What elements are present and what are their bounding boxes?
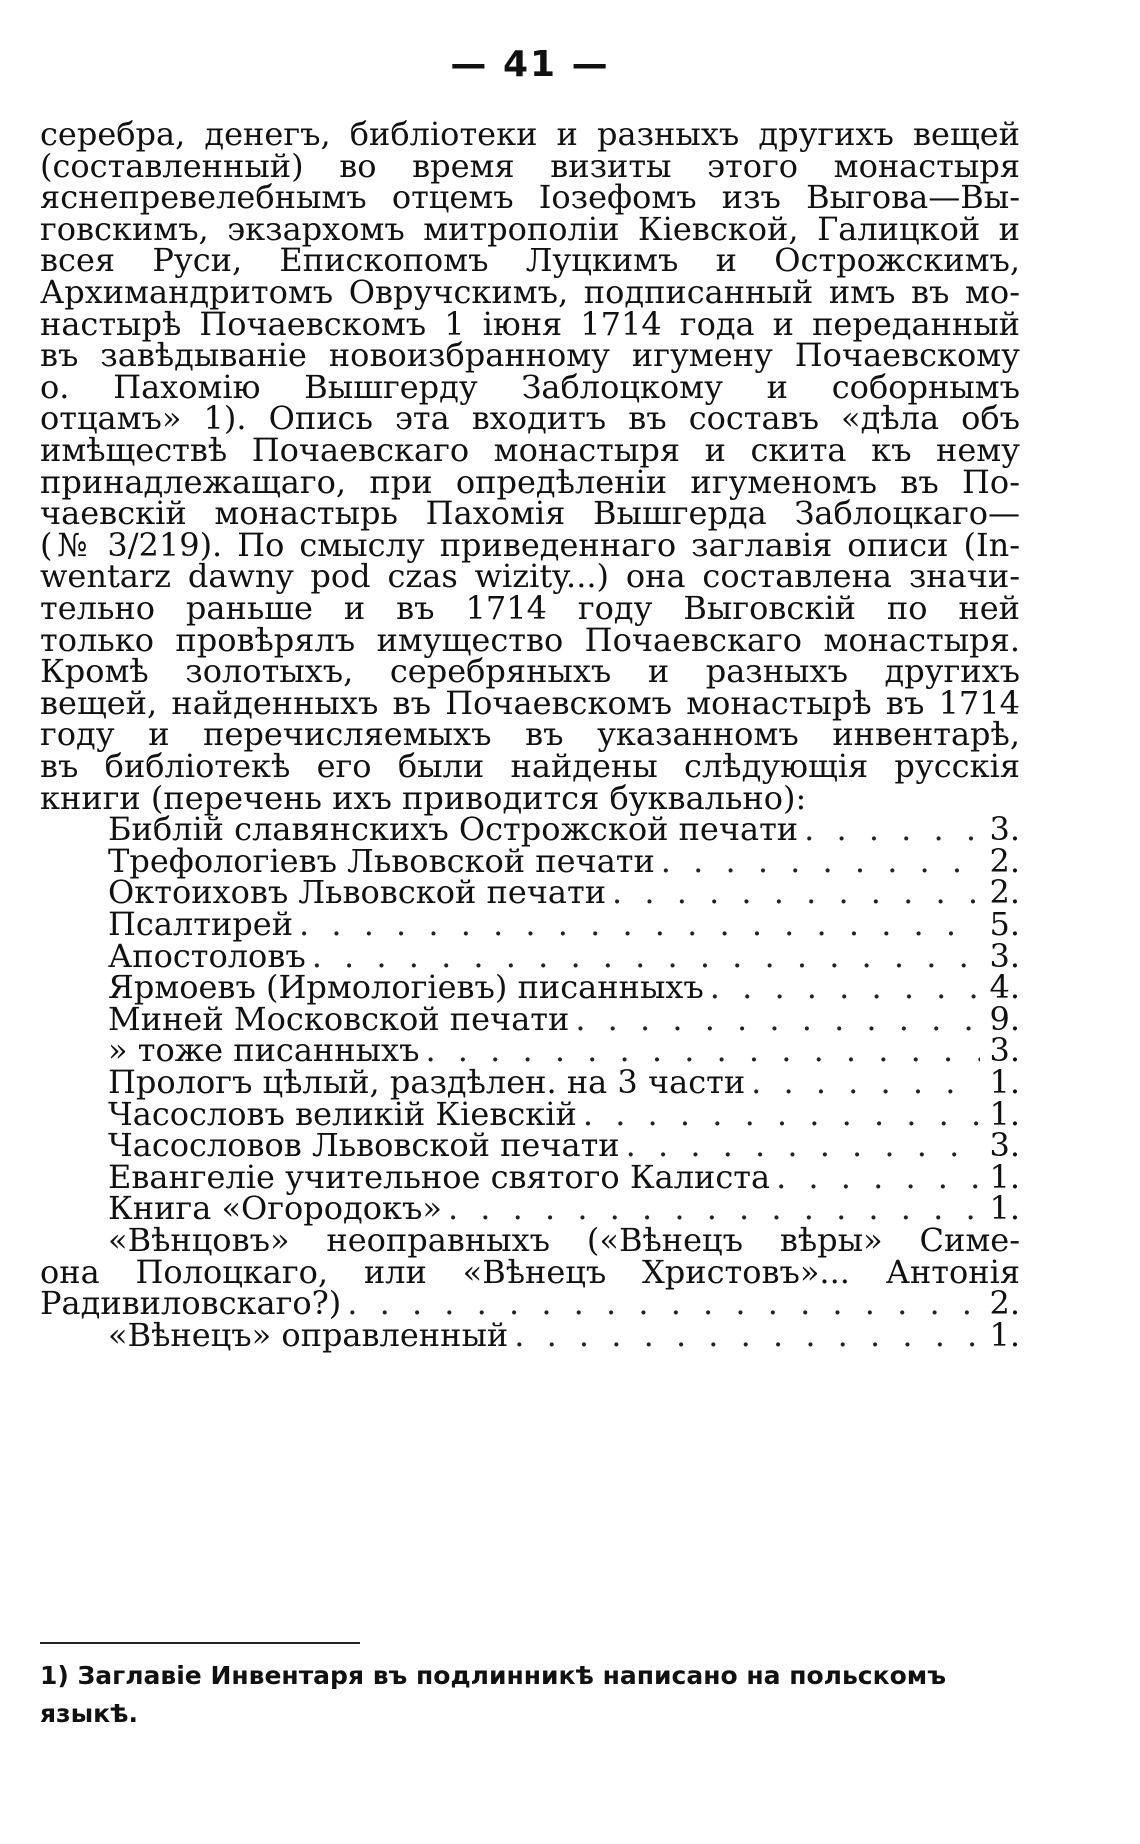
paragraph-line: отцамъ» 1). Опись эта входитъ въ составъ «дѣла объ [40,399,1020,438]
paragraph-line: чаевскій монастырь Пахомія Вышгерда Заблоцкаго— [40,494,1020,533]
paragraph-line: о. Пахомію Вышгерду Заблоцкому и соборнымъ [40,367,1020,406]
paragraph-line: имѣществѣ Почаевскаго монастыря и скита къ нему [40,431,1020,469]
paragraph-line: году и перечисляемыхъ въ указанномъ инвентарѣ, [40,715,1020,754]
book-title: Прологъ цѣлый, раздѣлен. на 3 части [108,1063,746,1101]
book-count: 4. [989,968,1020,1007]
book-title: Евангеліе учительное святого Калиста [108,1157,771,1196]
paragraph-line: въ библіотекѣ его были найдены слѣдующія русскія [40,747,1020,785]
book-title: Ярмоевъ (Ирмологіевъ) писанныхъ [108,968,704,1007]
paragraph-line: принадлежащаго, при опредѣленіи игуменомъ въ По- [40,462,1020,501]
paragraph-line: книги (перечень ихъ приводится буквально): [40,778,807,817]
paragraph-line: всея Руси, Епископомъ Луцкимъ и Острожскимъ, [40,241,1020,280]
book-count: 3. [989,1126,1020,1165]
book-title: Трефологіевъ Львовской печати [108,841,655,880]
paragraph-line: говскимъ, экзархомъ митрополіи Кіевской, Галицкой и [40,209,1020,248]
book-count: 1. [989,1189,1020,1228]
book-title: Миней Московской печати [108,999,570,1038]
book-title: Часословов Львовской печати [108,1126,620,1165]
paragraph-line: тельно раньше и въ 1714 году Выговскій по ней [40,589,1020,627]
book-title: Библій славянскихъ Острожской печати [108,810,799,849]
paragraph-line: Архимандритомъ Овручскимъ, подписанный имъ въ мо- [40,273,1020,311]
book-title: Апостоловъ [108,936,306,975]
paragraph-line: Кромѣ золотыхъ, серебряныхъ и разныхъ другихъ [40,652,1020,691]
book-title: » тоже писанныхъ [108,1031,420,1070]
book-count: 1. [989,1315,1020,1354]
paragraph-line: яснепревелебнымъ отцемъ Іозефомъ изъ Выгова—Вы- [40,178,1020,217]
paragraph-line: wentarz dawny pod czas wizity...) она составлена значи- [40,557,1020,596]
book-count: 2. [989,841,1020,880]
book-title: Псалтирей [108,905,294,943]
book-count: 1. [989,1094,1020,1133]
book-title: Октоиховъ Львовской печати [108,873,607,912]
book-count: 1. [989,1157,1020,1196]
book-count: 3. [989,1031,1020,1070]
book-count: 2. [989,873,1020,912]
book-count: 5. [989,905,1020,943]
paragraph-line: (составленный) во время визиты этого монастыря [40,146,1020,185]
book-count: 3. [989,936,1020,975]
paragraph-line: (№ 3/219). По смыслу приведеннаго заглавія описи (In- [40,525,1020,564]
book-count: 3. [989,810,1020,849]
paragraph-line: серебра, денегъ, библіотеки и разныхъ другихъ вещей [40,115,1020,153]
book-count: 9. [989,999,1020,1038]
page-number: — 41 — [450,44,610,85]
footnote-line: языкѣ. [40,1699,139,1728]
book-title: Радивиловскаго?) [40,1284,342,1323]
book-title: Книга «Огородокъ» [108,1189,442,1228]
leader-dots [508,1315,980,1355]
footnote-line: 1) Заглавіе Инвентаря въ подлинникѣ написано на польскомъ [40,1661,946,1690]
paragraph-line: въ завѣдываніе новоизбранному игумену Почаевскому [40,336,1020,375]
wreath-line: она Полоцкаго, или «Вѣнецъ Христовъ»... Антонія [40,1252,1020,1291]
book-list-item [108,1315,1020,1355]
book-title: Часословъ великій Кіевскій [108,1094,577,1133]
paragraph-line: только провѣрялъ имущество Почаевскаго монастыря. [40,620,1020,659]
book-title: «Вѣнецъ» оправленный [108,1315,509,1354]
paragraph-line: вещей, найденныхъ въ Почаевскомъ монастырѣ въ 1714 [40,683,1020,722]
book-count: 2. [989,1284,1020,1323]
footnote-divider [40,1642,360,1644]
book-count: 1. [989,1063,1020,1101]
paragraph-line: настырѣ Почаевскомъ 1 іюня 1714 года и переданный [40,304,1020,343]
wreath-line: «Вѣнцовъ» неоправныхъ («Вѣнецъ вѣры» Симе- [108,1221,1020,1259]
